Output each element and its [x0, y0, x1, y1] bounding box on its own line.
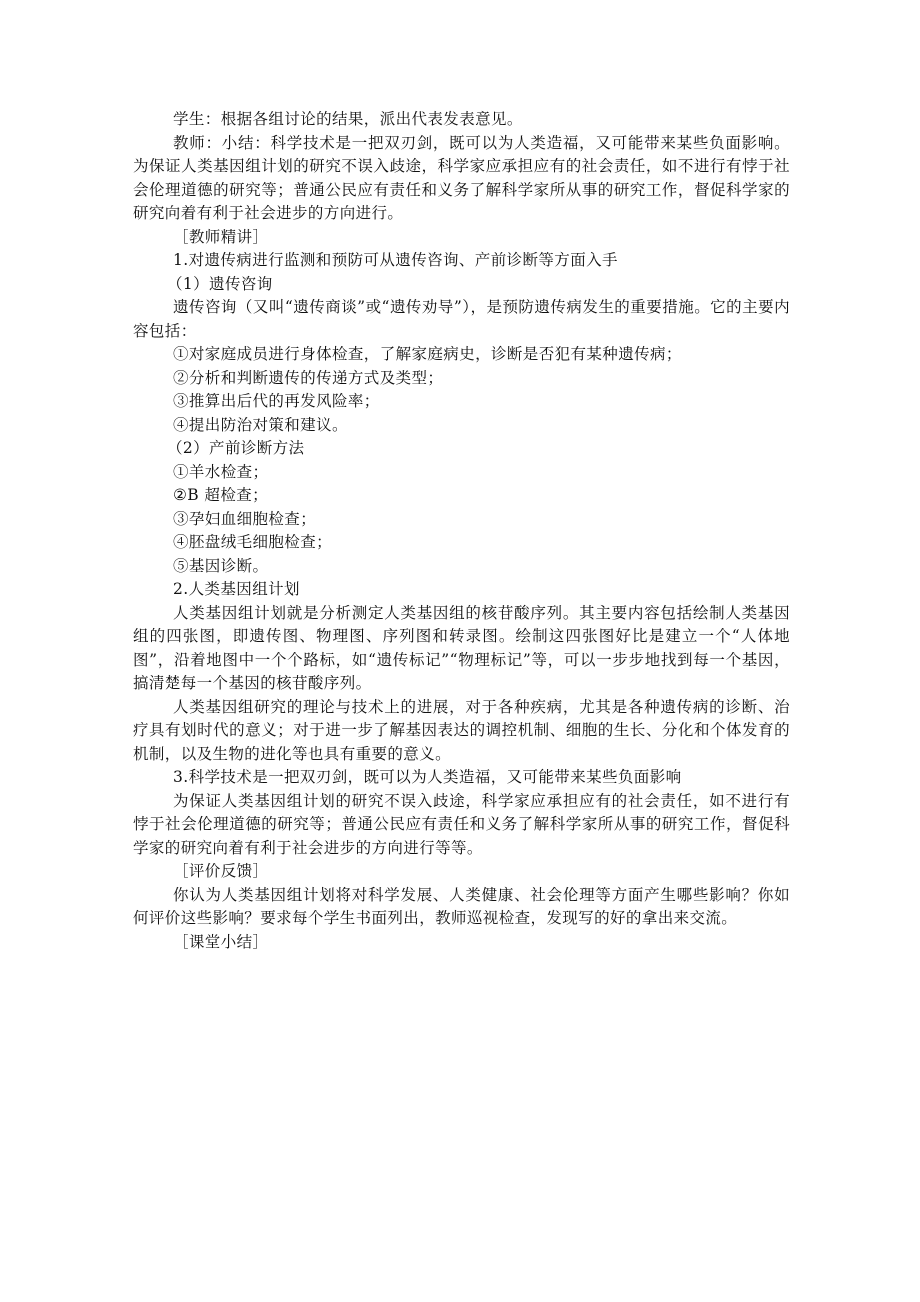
- list-item: ④胚盘绒毛细胞检查；: [173, 533, 333, 551]
- document-body: [133, 108, 790, 954]
- paragraph-evaluation-question: 你认为人类基因组计划将对科学发展、人类健康、社会伦理等方面产生哪些影响？你如何评价这些影响？要求每个学生书面列出，教师巡视检查，发现写的好的拿出来交流。: [133, 885, 790, 927]
- heading-genetic-disease-monitoring: 1.对遗传病进行监测和预防可从遗传咨询、产前诊断等方面入手: [173, 251, 618, 269]
- list-item: ①羊水检查；: [173, 462, 269, 481]
- heading-human-genome-project: 2.人类基因组计划: [173, 580, 300, 598]
- section-label-evaluation-feedback: ［评价反馈］: [173, 862, 269, 880]
- paragraph-teacher-summary: 教师：小结：科学技术是一把双刃剑，既可以为人类造福，又可能带来某些负面影响。为保证人类基因组计划的研究不误入歧途，科学家应承担应有的社会责任，如不进行有悖于社会伦理道德的研究等；普通公民应有责任和义务了解科学家所从事的研究工作，督促科学家的研究向着有利于社会进步的方向进行。: [133, 133, 790, 222]
- paragraph-counseling-definition: 遗传咨询（又叫“遗传商谈”或“遗传劝导”），是预防遗传病发生的重要措施。它的主要内容包括：: [133, 298, 790, 340]
- subheading-prenatal-diagnosis: （2）产前诊断方法: [167, 439, 305, 457]
- list-item: ⑤基因诊断。: [173, 556, 269, 575]
- list-item: ②分析和判断遗传的传递方式及类型；: [173, 368, 444, 387]
- section-label-class-summary: ［课堂小结］: [173, 932, 269, 951]
- list-item: ③孕妇血细胞检查；: [173, 509, 317, 528]
- paragraph-student-discussion: 学生：根据各组讨论的结果，派出代表发表意见。: [173, 110, 523, 128]
- list-item: ②B 超检查；: [173, 486, 269, 504]
- heading-double-edged-sword: 3.科学技术是一把双刃剑，既可以为人类造福，又可能带来某些负面影响: [173, 768, 682, 786]
- subheading-genetic-counseling: （1）遗传咨询: [167, 274, 273, 293]
- list-item: ③推算出后代的再发风险率；: [173, 392, 380, 410]
- paragraph-social-responsibility: 为保证人类基因组计划的研究不误入歧途，科学家应承担应有的社会责任，如不进行有悖于社会伦理道德的研究等；普通公民应有责任和义务了解科学家所从事的研究工作，督促科学家的研究向着有利于社会进步的方向进行等等。: [133, 791, 790, 857]
- paragraph-genome-significance: 人类基因组研究的理论与技术上的进展，对于各种疾病，尤其是各种遗传病的诊断、治疗具有划时代的意义；对于进一步了解基因表达的调控机制、细胞的生长、分化和个体发育的机制，以及生物的进化等也具有重要的意义。: [133, 697, 790, 763]
- paragraph-genome-maps: 人类基因组计划就是分析测定人类基因组的核苷酸序列。其主要内容包括绘制人类基因组的四张图，即遗传图、物理图、序列图和转录图。绘制这四张图好比是建立一个“人体地图”，沿着地图中一个个路标，如“遗传标记”“物理标记”等，可以一步步地找到每一个基因，搞清楚每一个基因的核苷酸序列。: [133, 603, 790, 692]
- list-item: ①对家庭成员进行身体检查，了解家庭病史，诊断是否犯有某种遗传病；: [173, 345, 682, 363]
- section-label-teacher-lecture: ［教师精讲］: [173, 227, 269, 246]
- list-item: ④提出防治对策和建议。: [173, 415, 348, 434]
